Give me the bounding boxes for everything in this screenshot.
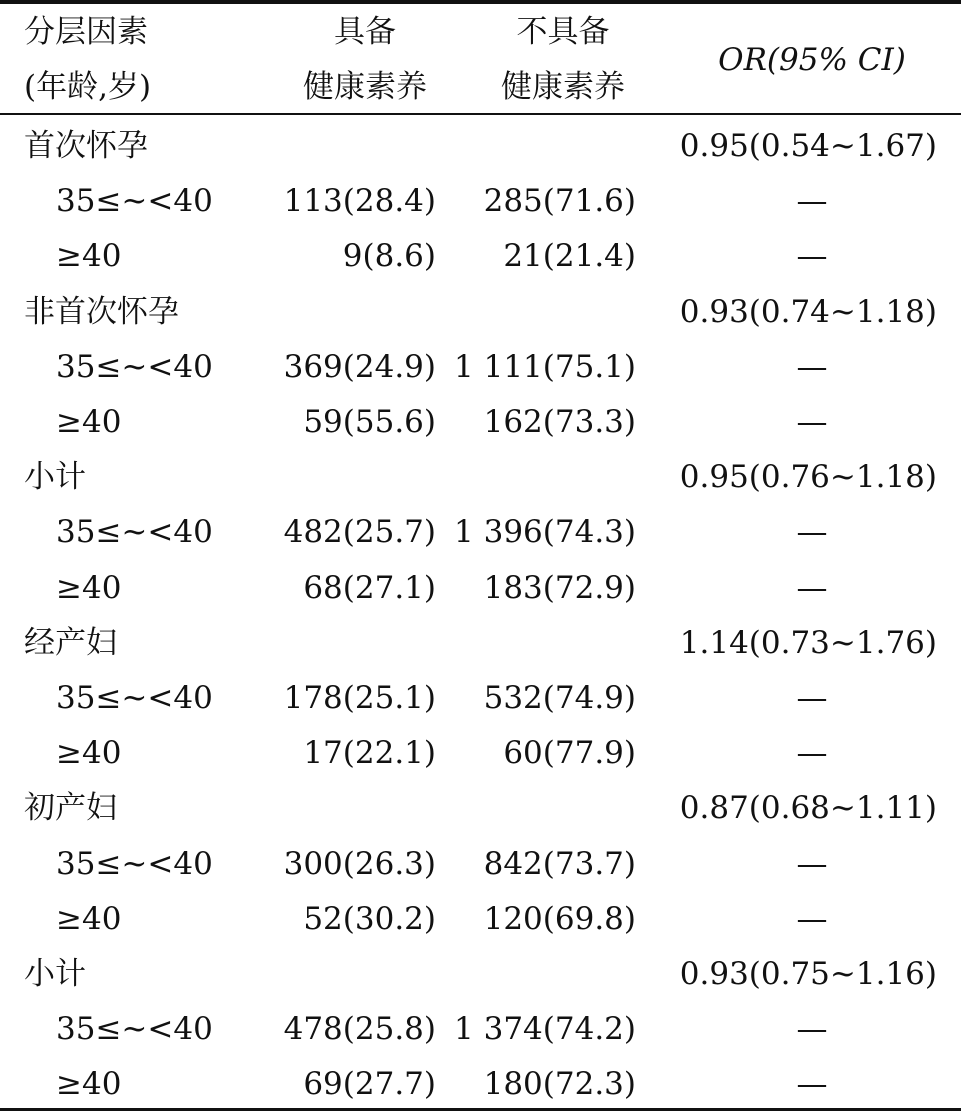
- cell-or-dash: —: [796, 238, 828, 274]
- cell-or-dash: —: [796, 514, 828, 550]
- header-stratum-line2: (年龄,岁): [24, 69, 152, 105]
- cell-has-literacy: 52(30.2): [303, 901, 436, 937]
- age-label: 35≤~<40: [56, 514, 213, 550]
- header-stratum-line1: 分层因素: [24, 14, 148, 50]
- header-not-line2: 健康素养: [501, 69, 625, 105]
- age-label: ≥40: [56, 735, 122, 771]
- header-has-line1: 具备: [334, 14, 396, 50]
- cell-no-literacy: 120(69.8): [483, 901, 636, 937]
- cell-or-ci: 0.95(0.54~1.67): [679, 128, 937, 164]
- cell-or-dash: —: [796, 1066, 828, 1102]
- cell-or-ci: 0.93(0.74~1.18): [679, 294, 937, 330]
- header-not-line1: 不具备: [516, 14, 610, 50]
- age-label: 35≤~<40: [56, 1011, 213, 1047]
- cell-no-literacy: 60(77.9): [503, 735, 636, 771]
- cell-has-literacy: 482(25.7): [283, 514, 436, 550]
- cell-no-literacy: 1 111(75.1): [454, 349, 636, 385]
- bottom-rule: [0, 1108, 961, 1111]
- cell-or-ci: 0.95(0.76~1.18): [679, 459, 937, 495]
- cell-or-dash: —: [796, 1011, 828, 1047]
- group-label: 小计: [24, 459, 86, 495]
- cell-or-dash: —: [796, 183, 828, 219]
- age-label: 35≤~<40: [56, 349, 213, 385]
- cell-no-literacy: 1 396(74.3): [454, 514, 636, 550]
- age-label: ≥40: [56, 238, 122, 274]
- cell-has-literacy: 59(55.6): [303, 404, 436, 440]
- cell-has-literacy: 68(27.1): [303, 570, 436, 606]
- group-label: 非首次怀孕: [24, 294, 179, 330]
- cell-has-literacy: 69(27.7): [303, 1066, 436, 1102]
- group-label: 首次怀孕: [24, 128, 148, 164]
- cell-has-literacy: 113(28.4): [283, 183, 436, 219]
- cell-or-dash: —: [796, 680, 828, 716]
- cell-has-literacy: 17(22.1): [303, 735, 436, 771]
- cell-no-literacy: 1 374(74.2): [454, 1011, 636, 1047]
- cell-no-literacy: 285(71.6): [483, 183, 636, 219]
- cell-or-dash: —: [796, 570, 828, 606]
- header-rule: [0, 113, 961, 115]
- cell-has-literacy: 478(25.8): [283, 1011, 436, 1047]
- cell-or-dash: —: [796, 404, 828, 440]
- cell-no-literacy: 162(73.3): [483, 404, 636, 440]
- cell-or-ci: 1.14(0.73~1.76): [679, 625, 937, 661]
- cell-or-dash: —: [796, 349, 828, 385]
- header-or: OR(95% CI): [718, 42, 906, 78]
- age-label: ≥40: [56, 570, 122, 606]
- top-rule: [0, 0, 961, 4]
- cell-has-literacy: 369(24.9): [283, 349, 436, 385]
- cell-or-ci: 0.93(0.75~1.16): [679, 956, 937, 992]
- age-label: 35≤~<40: [56, 183, 213, 219]
- header-has-line2: 健康素养: [303, 69, 427, 105]
- cell-or-dash: —: [796, 846, 828, 882]
- cell-has-literacy: 300(26.3): [283, 846, 436, 882]
- age-label: ≥40: [56, 901, 122, 937]
- cell-or-dash: —: [796, 735, 828, 771]
- group-label: 经产妇: [24, 625, 117, 661]
- group-label: 初产妇: [24, 790, 117, 826]
- cell-or-dash: —: [796, 901, 828, 937]
- cell-no-literacy: 183(72.9): [483, 570, 636, 606]
- cell-has-literacy: 178(25.1): [283, 680, 436, 716]
- cell-no-literacy: 180(72.3): [483, 1066, 636, 1102]
- age-label: 35≤~<40: [56, 846, 213, 882]
- cell-no-literacy: 21(21.4): [503, 238, 636, 274]
- cell-has-literacy: 9(8.6): [342, 238, 436, 274]
- age-label: 35≤~<40: [56, 680, 213, 716]
- group-label: 小计: [24, 956, 86, 992]
- cell-no-literacy: 842(73.7): [483, 846, 636, 882]
- age-label: ≥40: [56, 1066, 122, 1102]
- cell-no-literacy: 532(74.9): [483, 680, 636, 716]
- age-label: ≥40: [56, 404, 122, 440]
- cell-or-ci: 0.87(0.68~1.11): [679, 790, 937, 826]
